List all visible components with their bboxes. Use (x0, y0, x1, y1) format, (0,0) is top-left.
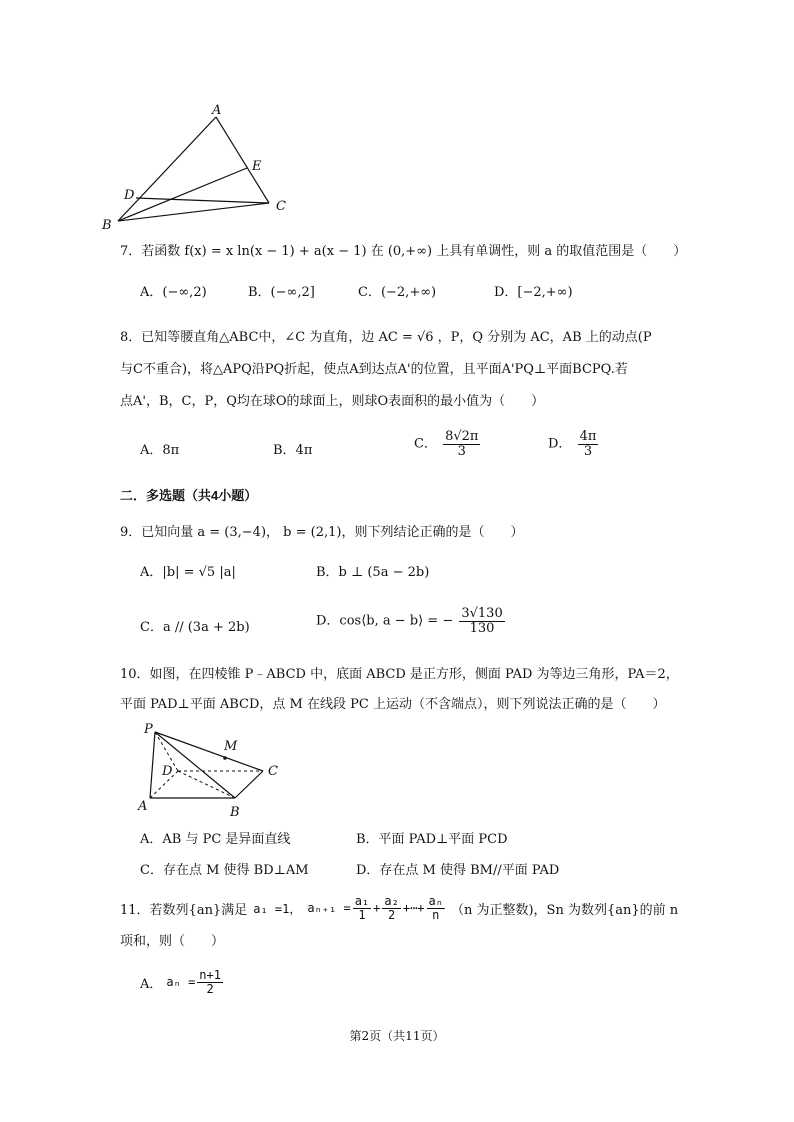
q8-option-c (414, 430, 482, 458)
q11-prefix: 11．若数列{an}满足 (120, 902, 248, 918)
section-heading-multiple-choice: 二．多选题（共4小题） (120, 488, 258, 503)
q11-ellipsis: +⋯+ (402, 901, 425, 915)
triangle-figure (96, 100, 296, 230)
q10-option-c: C．存在点 M 使得 BD⊥AM (140, 863, 309, 878)
pyramid-figure (130, 718, 290, 826)
q8-option-a: A．8π (140, 443, 180, 458)
label-P: P (144, 722, 153, 737)
q8-option-c-fraction (443, 430, 480, 458)
q11-option-a-den: 2 (206, 981, 214, 996)
q9-option-d (316, 607, 507, 635)
page-footer: 第2页（共11页） (349, 1029, 445, 1043)
q8-line-3: 点A'，B，C，P，Q均在球O的球面上，则球O表面积的最小值为（ ） (120, 394, 545, 409)
q9-option-d-fraction (459, 607, 504, 635)
q10-line-2: 平面 PAD⊥平面 ABCD，点 M 在线段 PC 上运动（不含端点），则下列说法正确的是（ ） (120, 697, 666, 712)
q8-option-d-label: D． (548, 436, 572, 452)
q11-term-n (427, 895, 445, 921)
q11-term-2-num: a₂ (384, 893, 399, 908)
q9-stem: 9．已知向量 a = (3,−4)， b = (2,1)，则下列结论正确的是（ ） (120, 525, 524, 540)
q10-option-a: A．AB 与 PC 是异面直线 (140, 832, 291, 847)
q8-option-d-denominator: 3 (583, 443, 593, 459)
q9-option-b: B．b ⊥ (5a − 2b) (316, 565, 430, 580)
q11-term-1-den: 1 (358, 907, 366, 922)
q9-option-c: C．a // (3a + 2b) (140, 620, 250, 635)
q11-option-a (140, 962, 225, 1002)
q9-option-d-numerator: 3√130 (461, 606, 503, 621)
q11-option-a-fraction (197, 969, 223, 995)
q11-recurrence-lhs: aₙ₊₁ = (307, 901, 351, 915)
q8-option-c-label: C． (414, 436, 437, 452)
q11-initial-term: a₁ =1， (253, 901, 302, 916)
label-A: A (138, 799, 148, 814)
label-E: E (252, 159, 262, 174)
q8-line-1: 8．已知等腰直角△ABC中，∠C 为直角，边 AC = √6 ，P，Q 分别为 AC，AB 上的动点(P (120, 330, 652, 345)
label-C: C (268, 764, 278, 779)
q7-option-d: D．[−2,+∞) (494, 285, 573, 300)
q9-option-d-label: D．cos⟨b, a − b⟩ = − (316, 613, 454, 629)
q8-option-c-denominator: 3 (457, 443, 466, 459)
q8-option-d-numerator: 4π (579, 429, 597, 444)
label-B: B (102, 218, 112, 230)
q11-term-2-den: 2 (388, 907, 396, 922)
q7-option-c: C．(−2,+∞) (358, 285, 437, 300)
q11-term-1-num: a₁ (354, 893, 370, 908)
label-C: C (276, 199, 286, 214)
q10-option-d: D．存在点 M 使得 BM//平面 PAD (356, 863, 560, 878)
q7-option-a: A．(−∞,2) (140, 285, 207, 300)
label-B: B (230, 805, 240, 820)
q9-option-d-denominator: 130 (469, 620, 495, 636)
q7-option-b: B．(−∞,2] (248, 285, 315, 300)
q8-option-b: B．4π (273, 443, 313, 458)
label-D: D (162, 764, 173, 779)
q11-term-n-num: aₙ (428, 893, 443, 908)
q10-line-1: 10．如图，在四棱锥 P﹣ABCD 中，底面 ABCD 是正方形，侧面 PAD 为等边三角形，PA＝2， (120, 667, 679, 682)
q11-postfix: （n 为正整数)，Sn 为数列{an}的前 n (450, 902, 679, 918)
q11-stem-line-1: 11．若数列{an}满足 a₁ =1， aₙ₊₁ = $\frac{\text{a₁}}{1}$ + $\frac{\text{a₂}}{2}$ +⋯+ $\frac{\text{aₙ}}{n}$ （n 为正整数)，Sn 为数列{an}的前 n (120, 893, 679, 922)
q11-term-n-den: n (432, 907, 440, 922)
q11-stem-line-2: 项和，则（ ） (120, 934, 225, 949)
label-D: D (124, 188, 135, 203)
q10-option-b: B．平面 PAD⊥平面 PCD (356, 832, 508, 847)
q8-option-d (548, 430, 600, 458)
q11-option-a-lhs: aₙ = (166, 975, 196, 989)
q8-option-d-fraction (578, 430, 599, 458)
label-A: A (212, 103, 222, 118)
q11-option-a-label: A． (140, 976, 163, 992)
q11-term-1 (353, 895, 371, 921)
q8-line-2: 与C不重合)，将△APQ沿PQ折起，使点A到达点A'的位置，且平面A'PQ⊥平面BCPQ.若 (120, 362, 628, 377)
q11-term-2 (382, 895, 400, 921)
q9-option-a: A．|b| = √5 |a| (140, 565, 236, 580)
q8-option-c-numerator: 8√2π (445, 429, 479, 444)
label-M: M (224, 739, 238, 754)
q11-option-a-num: n+1 (199, 967, 221, 982)
q7-stem: 7．若函数 f(x) = x ln(x − 1) + a(x − 1) 在 (0,+∞) 上具有单调性，则 a 的取值范围是（ ） (120, 244, 687, 259)
